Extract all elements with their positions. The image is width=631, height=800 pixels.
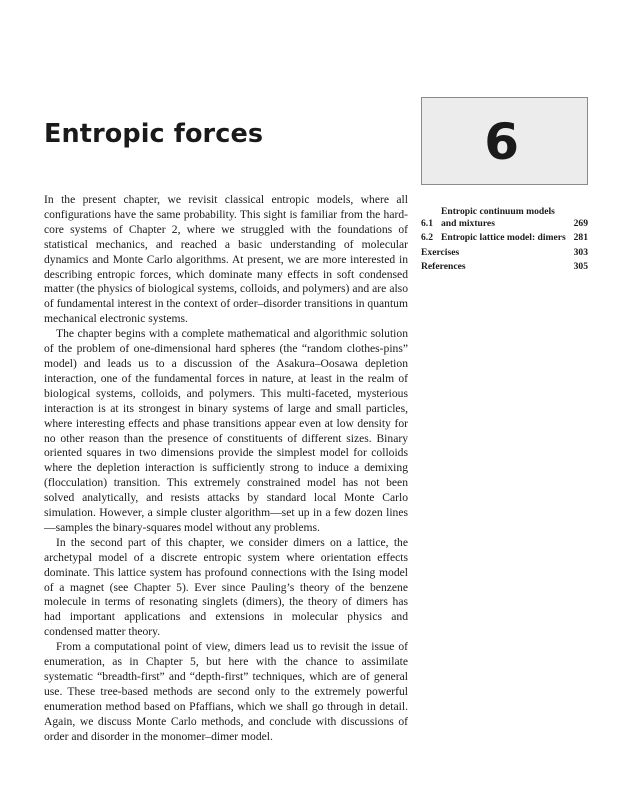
paragraph: In the second part of this chapter, we consider dimers on a lattice, the archetypal model of a discrete entropic system where orientation effects dominate. This lattice system has profound connections with the Ising model of a magnet (see Chapter 5). Ever since Pauling’s theory of the benzene molecule in terms of resonating singlets (dimers), the theory of dimers has had important applications and extensions in molecular physics and condensed matter theory. [44, 535, 408, 639]
toc-entry-number: 6.1 [421, 217, 433, 229]
toc-entry-title: Exercises [421, 246, 460, 258]
chapter-introduction [44, 193, 408, 745]
chapter-contents [421, 206, 588, 276]
paragraph: In the present chapter, we revisit classical entropic models, where all configurations have the same probability. This sight is familiar from the hard-core systems of Chapter 2, where we struggled with the foundations of statistical mechanics, and reached a basic understanding of molecular dynamics and Monte Carlo algorithms. At present, we are more interested in describing entropic forces, which dominate many effects in soft condensed matter (the physics of biological systems, colloids, and polymers) and are also of fundamental interest in the context of order–disorder transitions in quantum mechanical electronic systems. [44, 193, 408, 326]
toc-entry-number: 6.2 [421, 232, 433, 244]
chapter-title: Entropic forces [44, 119, 264, 149]
toc-entry-title: Entropic continuum models and mixtures [441, 206, 555, 229]
toc-entry[interactable] [421, 261, 588, 273]
toc-entry-page: 303 [573, 246, 588, 258]
toc-entry[interactable] [421, 232, 588, 244]
toc-entry[interactable] [421, 247, 588, 259]
paragraph: From a computational point of view, dimers lead us to revisit the issue of enumeration, as in Chapter 5, but here with the chance to assimilate systematic “breadth-first” and “depth-first” techniques, which are of general use. These tree-based methods are second only to the extremely powerful enumeration method based on Pfaffians, which we shall go through in detail. Again, we discuss Monte Carlo methods, and conclude with discussions of order and disorder in the monomer–dimer model. [44, 640, 408, 743]
toc-entry-page: 281 [573, 232, 588, 244]
paragraph: The chapter begins with a complete mathematical and algorithmic solution of the problem of one-dimensional hard spheres (the “random clothes-pins” model) and leads us to a discussion of the Asakura–Oosawa depletion interaction, one of the fundamental forces in nature, at least in the realm of biological systems, colloids, and polymers. This multi-faceted, mysterious interaction is at its strongest in binary systems of large and small particles, where interesting effects and phase transitions appear even at low density for no other reason than the presence of constituents of different sizes. Binary oriented squares in two dimensions provide the simplest model for colloids where the depletion interaction is sufficiently strong to induce a demixing (flocculation) transition. This extremely constrained model has not been solved analytically, and resists attacks by standard local Monte Carlo simulation. However, a simple cluster algorithm—set up in a few dozen lines—samples the binary-squares model without any problems. [44, 327, 408, 534]
toc-entry[interactable] [421, 206, 588, 229]
chapter-number-box [421, 97, 588, 185]
chapter-number: 6 [484, 113, 519, 171]
toc-entry-title: Entropic lattice model: dimers [441, 232, 566, 244]
toc-entry-page: 269 [573, 217, 588, 229]
toc-entry-title: References [421, 261, 466, 273]
toc-entry-page: 305 [573, 261, 588, 273]
